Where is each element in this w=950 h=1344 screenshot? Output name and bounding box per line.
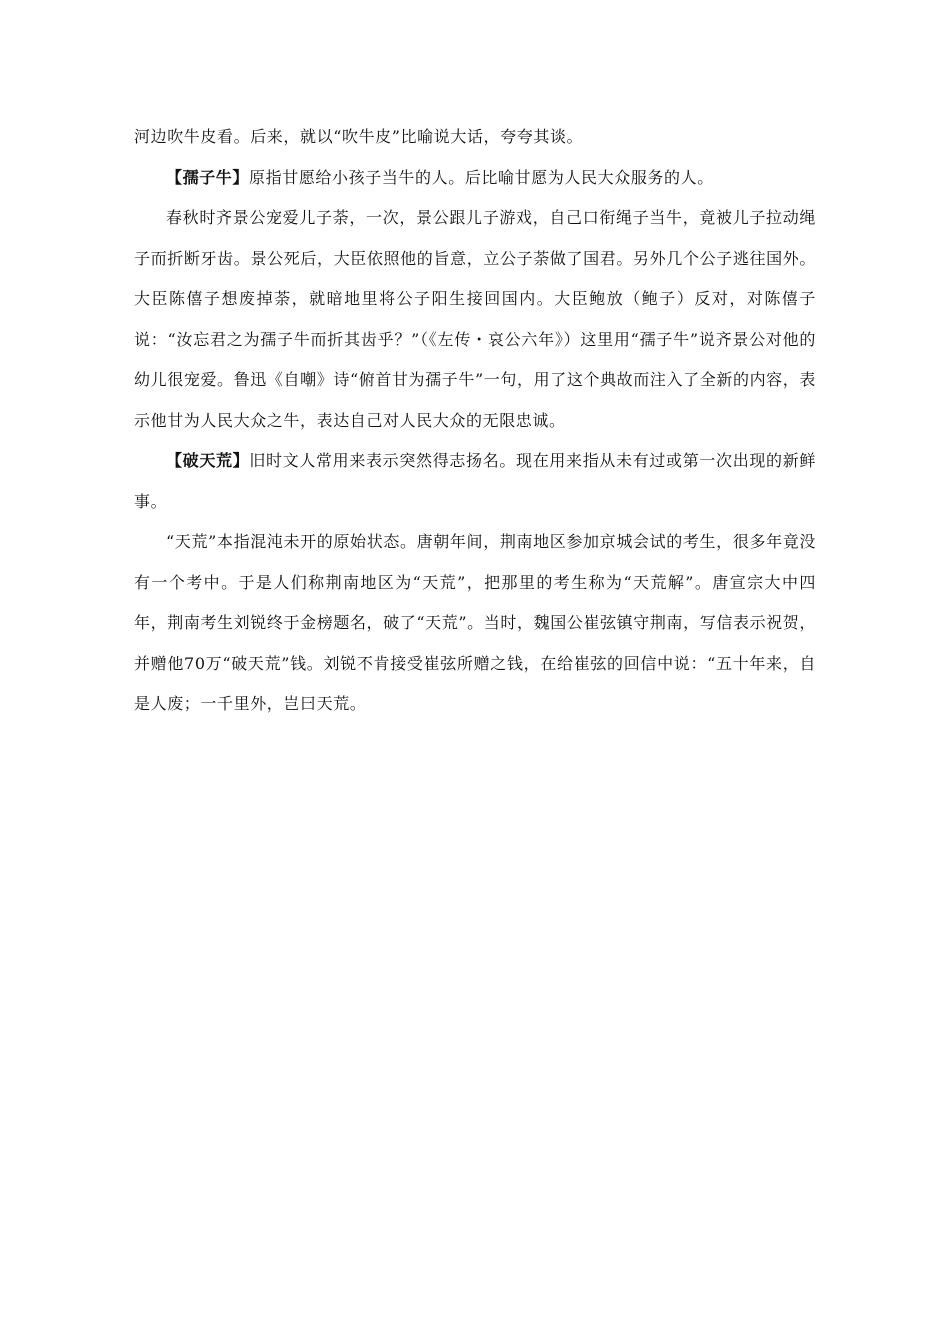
document-body <box>134 117 816 725</box>
term-po-tianhuang: 【破天荒】 <box>166 451 250 470</box>
term-ruzi-niu: 【孺子牛】 <box>166 167 250 187</box>
paragraph-ruzi-niu-definition <box>134 158 816 199</box>
paragraph-blow-bull-ending: 河边吹牛皮看。后来，就以“吹牛皮”比喻说大话，夸夸其谈。 <box>134 127 584 146</box>
definition-po-tianhuang: 旧时文人常用来表示突然得志扬名。现在用来指从未有过或第一次出现的新鲜事。 <box>134 451 816 511</box>
paragraph-po-tianhuang-definition <box>134 441 816 522</box>
definition-ruzi-niu: 原指甘愿给小孩子当牛的人。后比喻甘愿为人民大众服务的人。 <box>249 167 714 187</box>
paragraph-po-tianhuang-story: “天荒”本指混沌未开的原始状态。唐朝年间，荆南地区参加京城会试的考生，很多年竟没有一个考中。于是人们称荆南地区为“天荒”，把那里的考生称为“天荒解”。唐宣宗大中四年，荆南考生刘锐终于金榜题名，破了“天荒”。当时，魏国公崔弦镇守荆南，写信表示祝贺，并赠他70万“破天荒”钱。刘锐不肯接受崔弦所赠之钱，在给崔弦的回信中说：“五十年来，自是人废；一千里外，岂曰天荒。 <box>134 532 816 713</box>
paragraph-ruzi-niu-story: 春秋时齐景公宠爱儿子荼，一次，景公跟儿子游戏，自己口衔绳子当牛，竟被儿子拉动绳子而折断牙齿。景公死后，大臣依照他的旨意，立公子荼做了国君。另外几个公子逃往国外。大臣陈僖子想废掉荼，就暗地里将公子阳生接回国内。大臣鲍放（鲍子）反对，对陈僖子说：“汝忘君之为孺子牛而折其齿乎？”（《左传・哀公六年》）这里用“孺子牛”说齐景公对他的幼儿很宠爱。鲁迅《自嘲》诗“俯首甘为孺子牛”一句，用了这个典故而注入了全新的内容，表示他甘为人民大众之牛，表达自己对人民大众的无限忠诚。 <box>134 208 816 430</box>
